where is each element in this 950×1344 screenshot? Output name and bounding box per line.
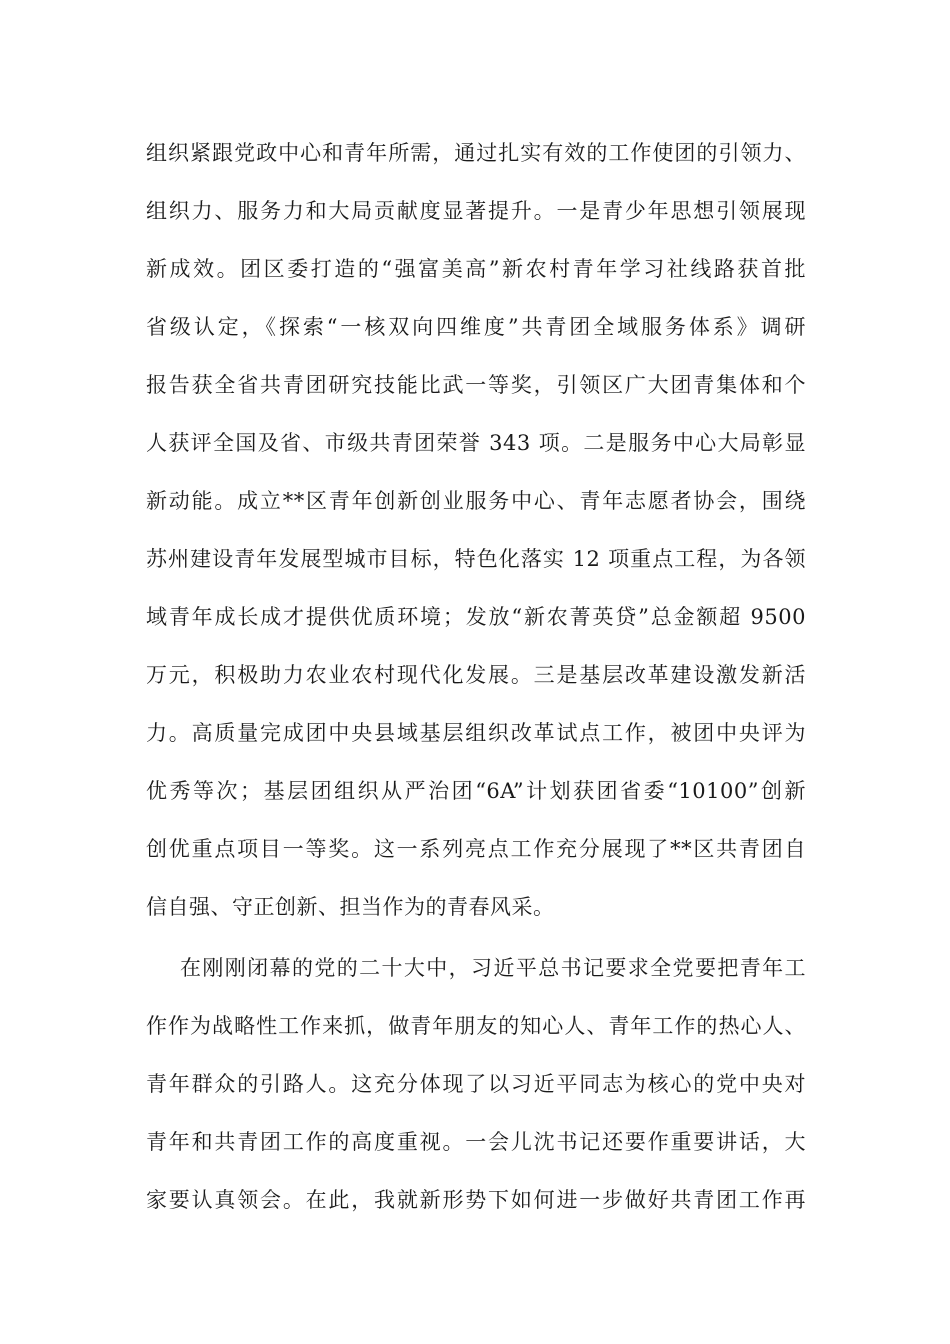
text-line: 苏州建设青年发展型城市目标，特色化落实 12 项重点工程，为各领 [146,547,806,571]
text-line: 组织紧跟党政中心和青年所需，通过扎实有效的工作使团的引领力、 [146,141,806,165]
text-line: 信自强、守正创新、担当作为的青春风采。 [146,895,555,919]
text-line: 作作为战略性工作来抓，做青年朋友的知心人、青年工作的热心人、 [146,1014,806,1038]
text-line: 万元，积极助力农业农村现代化发展。三是基层改革建设激发新活 [146,663,806,687]
text-line: 优秀等次；基层团组织从严治团“6A”计划获团省委“10100”创新 [146,779,806,803]
text-line: 人获评全国及省、市级共青团荣誉 343 项。二是服务中心大局彰显 [146,431,806,455]
text-line: 新成效。团区委打造的“强富美高”新农村青年学习社线路获首批 [146,257,806,281]
text-line: 创优重点项目一等奖。这一系列亮点工作充分展现了**区共青团自 [146,837,806,861]
text-line: 新动能。成立**区青年创新创业服务中心、青年志愿者协会，围绕 [146,489,806,513]
text-line: 力。高质量完成团中央县域基层组织改革试点工作，被团中央评为 [146,721,806,745]
text-line: 家要认真领会。在此，我就新形势下如何进一步做好共青团工作再 [146,1188,806,1212]
text-line: 青年群众的引路人。这充分体现了以习近平同志为核心的党中央对 [146,1072,806,1096]
text-line: 域青年成长成才提供优质环境；发放“新农菁英贷”总金额超 9500 [146,605,806,629]
text-line: 青年和共青团工作的高度重视。一会儿沈书记还要作重要讲话，大 [146,1130,806,1154]
text-line: 报告获全省共青团研究技能比武一等奖，引领区广大团青集体和个 [146,373,806,397]
text-line: 在刚刚闭幕的党的二十大中，习近平总书记要求全党要把青年工 [180,956,806,980]
text-line: 组织力、服务力和大局贡献度显著提升。一是青少年思想引领展现 [146,199,806,223]
text-line: 省级认定，《探索“一核双向四维度”共青团全域服务体系》调研 [146,315,806,339]
